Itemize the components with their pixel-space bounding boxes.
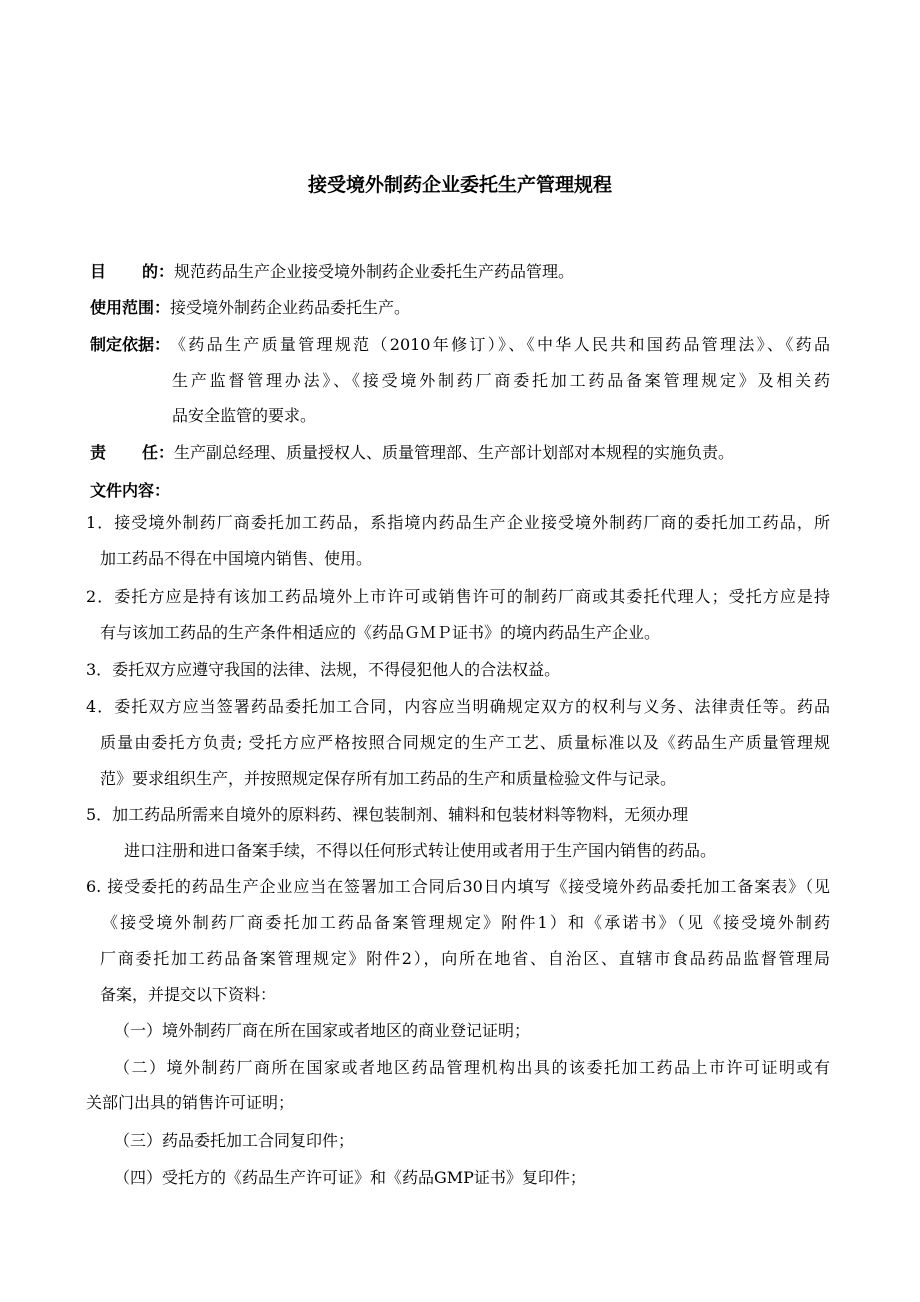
item-line: 3．委托双方应遵守我国的法律、法规，不得侵犯他人的合法权益。 — [86, 660, 561, 679]
purpose-label: 目 — [90, 262, 107, 281]
item-line: 厂商委托加工药品备案管理规定》附件2），向所在地省、自治区、直辖市食品药品监督管理局 — [100, 949, 830, 968]
item-line: 备案，并提交以下资料： — [100, 985, 277, 1004]
item-line: 范》要求组织生产，并按照规定保存所有加工药品的生产和质量检验文件与记录。 — [100, 769, 677, 788]
purpose-label: 的： — [142, 262, 175, 281]
scope-label: 使用范围： — [90, 298, 171, 317]
item-line: 加工药品不得在中国境内销售、使用。 — [100, 549, 373, 568]
item-line: 《接受境外制药厂商委托加工药品备案管理规定》附件1）和《承诺书》（见《接受境外制药 — [102, 913, 830, 932]
item-line: 有与该加工药品的生产条件相适应的《药品ＧＭＰ证书》的境内药品生产企业。 — [100, 623, 661, 642]
item-line: 2．委托方应是持有该加工药品境外上市许可或销售许可的制药厂商或其委托代理人；受托方应是持 — [86, 587, 830, 606]
basis-text: 《药品生产质量管理规范（2010年修订）》、《中华人民共和国药品管理法》、《药品 — [170, 335, 830, 354]
content-heading: 文件内容： — [90, 481, 171, 500]
item-line: 5．加工药品所需来自境外的原料药、裸包装制剂、辅料和包装材料等物料，无须办理 — [86, 805, 689, 824]
sub-item-line: 关部门出具的销售许可证明； — [86, 1093, 295, 1112]
item-line: 6. 接受委托的药品生产企业应当在签署加工合同后30日内填写《接受境外药品委托加工备案表》（见 — [86, 877, 830, 896]
purpose-text: 规范药品生产企业接受境外制药企业委托生产药品管理。 — [174, 262, 575, 281]
purpose-line — [90, 261, 574, 283]
sub-item-line: （一）境外制药厂商在所在国家或者地区的商业登记证明； — [114, 1021, 531, 1040]
item-line: 进口注册和进口备案手续，不得以任何形式转让使用或者用于生产国内销售的药品。 — [124, 841, 717, 860]
document-title: 接受境外制药企业委托生产管理规程 — [307, 174, 612, 196]
scope-line — [90, 297, 410, 319]
item-line: 1．接受境外制药厂商委托加工药品，系指境内药品生产企业接受境外制药厂商的委托加工药品，所 — [86, 513, 830, 532]
scope-text: 接受境外制药企业药品委托生产。 — [170, 298, 411, 317]
sub-item-line: （三）药品委托加工合同复印件； — [114, 1131, 355, 1150]
responsibility-line — [90, 442, 734, 464]
basis-line: 生产监督管理办法》、《接受境外制药厂商委托加工药品备案管理规定》及相关药 — [172, 371, 830, 390]
sub-item-line: （四）受托方的《药品生产许可证》和《药品GMP证书》复印件； — [114, 1168, 586, 1187]
item-line: 质量由委托方负责; 受托方应严格按照合同规定的生产工艺、质量标准以及《药品生产质量管理规 — [100, 733, 830, 752]
basis-line: 品安全监管的要求。 — [172, 406, 317, 425]
responsibility-label: 任： — [142, 443, 175, 462]
responsibility-text: 生产副总经理、质量授权人、质量管理部、生产部计划部对本规程的实施负责。 — [174, 443, 735, 462]
basis-label: 制定依据： — [90, 335, 171, 354]
basis-line — [90, 334, 830, 356]
item-line: 4．委托双方应当签署药品委托加工合同，内容应当明确规定双方的权利与义务、法律责任等。药品 — [86, 697, 830, 716]
responsibility-label: 责 — [90, 443, 107, 462]
sub-item-line: （二）境外制药厂商所在国家或者地区药品管理机构出具的该委托加工药品上市许可证明或有 — [114, 1058, 830, 1077]
